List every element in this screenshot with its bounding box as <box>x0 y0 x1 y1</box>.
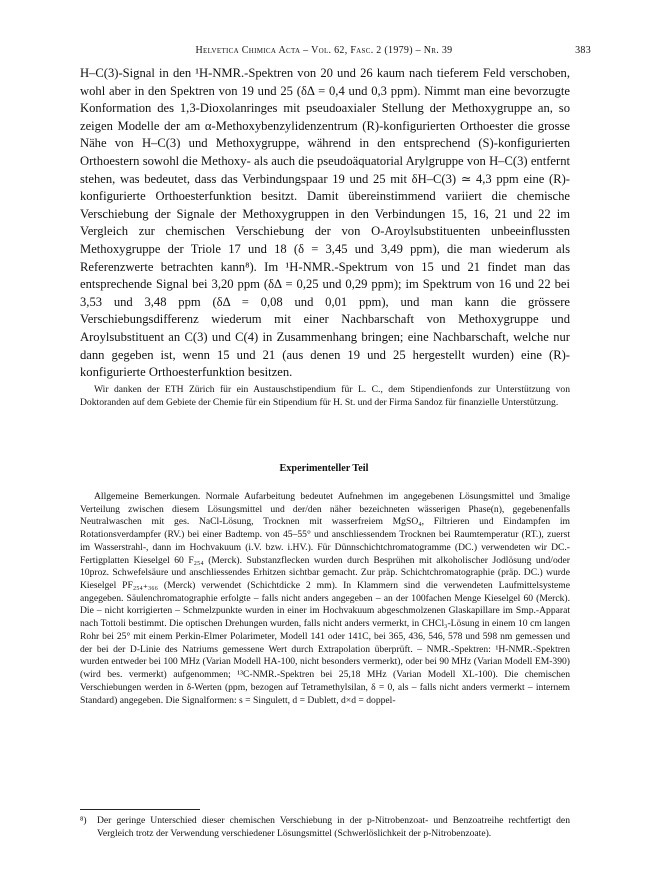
footnote-text: Der geringe Unterschied dieser chemischen Verschiebung in der p-Nitrobenzoat- und Benzoatreihe rechtfertigt den Vergleich trotz der Verwendung verschiedener Lösungsmittel (Schwerlöslichkeit der p-Nitrobenzoate). <box>97 815 570 839</box>
experimental-paragraph: Allgemeine Bemerkungen. Normale Aufarbeitung bedeutet Aufnehmen im angegebenen Lösungsmittel und 3malige Verteilung zwischen diesem Lösungsmittel und der/den näher bezeichneten wässerigen Phase(n), gegebenenfalls Neutralwaschen mit ges. NaCl-Lösung, Trocknen mit wasserfreiem MgSO₄, Filtrieren und Eindampfen im Rotationsverdampfer (RV.) bei einer Badtemp. von 45–55° und anschliessendem Trocknen bei Raumtemperatur (RT.), zuerst im Wasserstrahl-, dann im Hochvakuum (i.V. bzw. i.HV.). Für Dünnschichtchromatogramme (DC.) verwendeten wir DC.-Fertigplatten Kieselgel 60 F₂₅₄ (Merck). Substanzflecken wurden durch Besprühen mit alkoholischer Jodlösung und/oder 10proz. Schwefelsäure und anschliessendes Erhitzen sichtbar gemacht. Zur präp. Schichtchromatographie (präp. DC.) wurde Kieselgel PF₂₅₄₊₃₆₆ (Merck) verwendet (Schichtdicke 2 mm). In Klammern sind die verwendeten Laufmittelsysteme angegeben. Säulenchromatographie erfolgte – falls nicht anders angegeben – an der 100fachen Menge Kieselgel 60 (Merck). Die – nicht korrigierten – Schmelzpunkte wurden in einer im Hochvakuum abgeschmolzenen Glaskapillare im Smp.-Apparat nach Tottoli bestimmt. Die optischen Drehungen wurden, falls nicht anders vermerkt, in CHCl₃-Lösung in einem 10 cm langen Rohr bei 25° mit einem Perkin-Elmer Polarimeter, Modell 141 oder 141C, bei 365, 436, 546, 578 und 598 nm gemessen und der bei der D-Linie des Natriums gemessene Wert durch Extrapolation überprüft. – NMR.-Spektren: ¹H-NMR.-Spektren wurden entweder bei 100 MHz (Varian Modell HA-100, nicht besonders vermerkt), oder bei 90 MHz (Varian Modell EM-390) (wird bes. vermerkt) aufgenommen; ¹³C-NMR.-Spektren bei 25,18 MHz (Varian Modell XL-100). Die chemischen Verschiebungen werden in δ-Werten (ppm, bezogen auf Tetramethylsilan, δ = 0, als – falls nicht anders vermerkt – internem Standard) angegeben. Die Signalformen: s = Singulett, d = Dublett, d×d = doppel- <box>80 491 570 706</box>
acknowledgement: Wir danken der ETH Zürich für ein Austauschstipendium für L. C., dem Stipendienfonds zur Unterstützung von Doktoranden auf dem Gebiete der Chemie für ein Stipendium für H. St. und der Firma Sandoz für finanzielle Unterstützung. <box>80 384 570 408</box>
footnote-separator <box>80 809 200 810</box>
page-number: 383 <box>575 45 591 56</box>
journal-title: Helvetica Chimica Acta – Vol. 62, Fasc. 2 (1979) – Nr. 39 <box>195 45 453 56</box>
main-paragraph: H–C(3)-Signal in den ¹H-NMR.-Spektren von 20 und 26 kaum nach tieferem Feld verschoben, wohl aber in den Spektren von 19 und 25 (δΔ = 0,4 und 0,3 ppm). Nimmt man eine bevorzugte Konformation des 1,3-Dioxolanringes mit pseudoaxialer Stellung der Methoxygruppe an, so zeigen Modelle der am α-Methoxybenzylidenzentrum (R)-konfigurierten Orthoester die grosse Nähe von H–C(3) und Methoxygruppe, während in den entsprechend (S)-konfigurierten Orthoestern sowohl die Methoxy- als auch die pseudoäquatorial Arylgruppe von H–C(3) entfernt stehen, was bedeutet, dass das Verbindungspaar 19 und 25 mit δH–C(3) ≃ 4,3 ppm eine (R)-konfigurierte Orthoesterfunktion besitzt. Damit übereinstimmend variiert die chemische Verschiebung der Signale der Methoxygruppen in den Verbindungen 15, 16, 21 und 22 im Vergleich zur chemischen Verschiebung der von O-Aroylsubstituenten unbeeinflussten Methoxygruppe der Triole 17 und 18 (δ = 3,45 und 3,49 ppm), die man wiederum als Referenzwerte betrachten kann⁸). Im ¹H-NMR.-Spektrum von 15 und 21 findet man das entsprechende Signal bei 3,20 ppm (δΔ = 0,25 und 0,29 ppm); im Spektrum von 16 und 22 bei 3,53 und 3,48 ppm (δΔ = 0,08 und 0,01 ppm), und man kann die grössere Verschiebungsdifferenz wiederum mit einer Nachbarschaft von Methoxygruppe und Aroylsubstituent an C(3) und C(4) in Zusammenhang bringen; eine Nachbarschaft, welche nur dann gegeben ist, wenn 15 und 21 (aus denen 19 und 25 hergestellt wurden) eine (R)-konfigurierte Orthoesterfunktion besitzen. <box>80 66 570 380</box>
footnote <box>80 814 570 840</box>
section-heading: Experimenteller Teil <box>279 463 369 474</box>
footnote-mark: ⁸) <box>80 815 87 826</box>
